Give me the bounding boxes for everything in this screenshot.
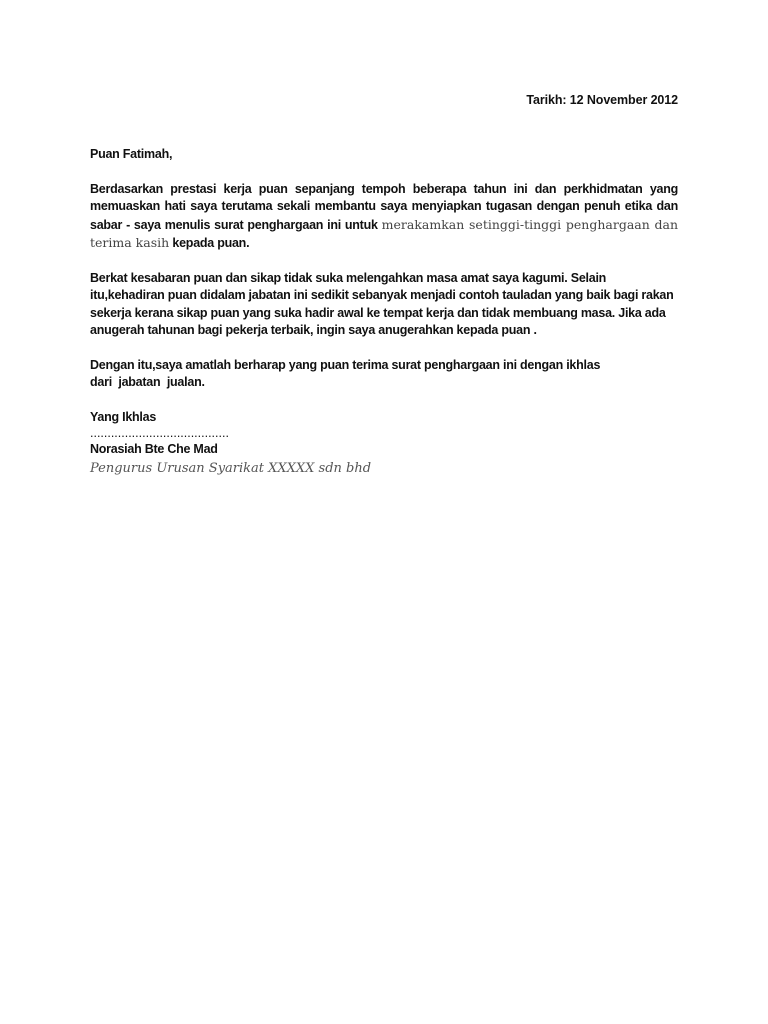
letter-signoff bbox=[90, 409, 678, 478]
letter-greeting: Puan Fatimah, bbox=[90, 147, 173, 161]
closing-salutation: Yang Ikhlas bbox=[90, 409, 157, 424]
paragraph-appreciation-text: Berdasarkan prestasi kerja puan sepanjang tempoh beberapa tahun ini dan perkhidmatan yang memuaskan hati saya terutama sekali membantu saya menyiapkan tugasan dengan penuh etika dan sabar - saya menulis surat penghargaan ini untuk bbox=[90, 181, 678, 232]
paragraph-closing-remark bbox=[90, 357, 678, 392]
paragraph-praise: Berkat kesabaran puan dan sikap tidak suka melengahkan masa amat saya kagumi. Selain itu,kehadiran puan didalam jabatan ini sedikit sebanyak menjadi contoh tauladan yang baik bagi rakan sekerja kerana sikap puan yang suka hadir awal ke tempat kerja dan tidak membuang masa. Jika ada anugerah tahunan bagi pekerja terbaik, ingin saya anugerahkan kepada puan . bbox=[90, 270, 674, 337]
signer-name: Norasiah Bte Che Mad bbox=[90, 442, 218, 456]
signature-line: ........................................ bbox=[90, 426, 229, 440]
letter-date: Tarikh: 12 November 2012 bbox=[526, 93, 678, 107]
signer-title: Pengurus Urusan Syarikat XXXXX sdn bhd bbox=[90, 460, 372, 476]
closing-remark-line-2: dari jabatan jualan. bbox=[90, 375, 205, 389]
paragraph-appreciation-end: kepada puan. bbox=[172, 236, 250, 250]
closing-remark-line-1: Dengan itu,saya amatlah berharap yang puan terima surat penghargaan ini dengan ikhlas bbox=[90, 357, 601, 372]
paragraph-appreciation-highlight: merakamkan setinggi-tinggi penghargaan dan terima kasih bbox=[90, 216, 678, 250]
paragraph-appreciation bbox=[90, 181, 678, 253]
letter-body bbox=[90, 146, 678, 477]
